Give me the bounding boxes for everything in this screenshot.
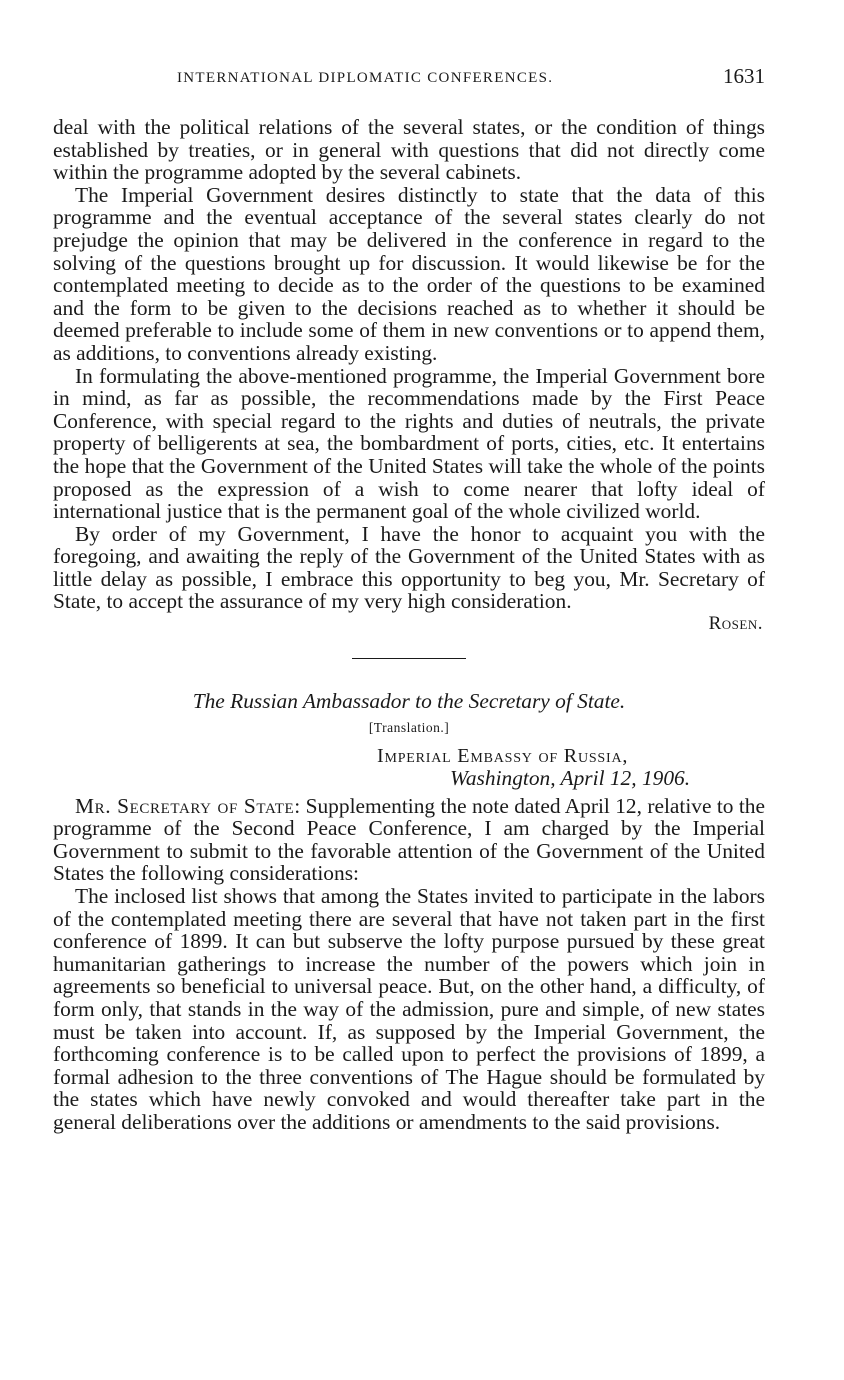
letter1-paragraph-3: In formulating the above-mentioned programme, the Imperial Government bore in mind, as far as possible, the recommendations made by the First Peace Conference, with special regard to the rights and duties of neutrals, the private property of belligerents at sea, the bombardment of ports, cities, etc. It entertains the hope that the Government of the United States will take the whole of the points proposed as the expression of a wish to come nearer that lofty ideal of international justice that is the permanent goal of the whole civilized world. [53,363,765,524]
letter2-paragraph-1 [53,795,765,885]
letter1-paragraph-2: The Imperial Government desires distinctly to state that the data of this programme and the eventual acceptance of the several states clearly do not prejudge the opinion that may be delivered in the conference in regard to the solving of the questions brought up for discussion. It would likewise be for the contemplated meeting to decide as to the order of the questions to be examined and the form to be given to the decisions reached as to whether it should be deemed preferable to include some of them in new conventions or to append them, as additions, to conventions already existing. [53,182,765,365]
section-divider [352,658,466,659]
running-header [53,62,765,96]
letter1-paragraph-1: deal with the political relations of the several states, or the condition of things established by treaties, or in general with questions that did not directly come within the programme adopted by the several cabinets. [53,115,765,185]
letter2-paragraph-1-text: : Supplementing the note dated April 12, relative to the programme of the Second Peace Conference, I am charged by the Imperial Government to submit to the favorable attention of the Government of the United States the following considerations: [53,793,765,886]
dateline: Washington, April 12, 1906. [450,765,691,790]
translation-note: [Translation.] [368,719,450,735]
letter2-paragraph-2: The inclosed list shows that among the States invited to participate in the labors of the contemplated meeting there are several that have not taken part in the first conference of 1899. It can but subserve the lofty purpose pursued by these great humanitarian gatherings to increase the number of the powers which join in agreements so beneficial to universal peace. But, on the other hand, a difficulty, of form only, that stands in the way of the admission, pure and simple, of new states must be taken into account. If, as supposed by the Imperial Government, the forthcoming conference is to be called upon to perfect the provisions of 1899, a formal adhesion to the three conventions of The Hague should be formulated by the states which have newly convoked and would thereafter take part in the general deliberations over the additions or amendments to the said provisions. [53,884,765,1134]
signature-rosen: Rosen. [708,613,763,635]
letter1-paragraph-4: By order of my Government, I have the honor to acquaint you with the foregoing, and awaiting the reply of the Government of the United States with as little delay as possible, I embrace this opportunity to beg you, Mr. Secretary of State, to accept the assurance of my very high consideration. [53,521,765,614]
sender-address: Imperial Embassy of Russia, [377,744,629,767]
letter2-heading: The Russian Ambassador to the Secretary of State. [192,688,626,713]
page-number: 1631 [723,64,765,88]
document-page [53,62,765,1134]
salutation: Mr. Secretary of State [75,793,295,818]
running-title: INTERNATIONAL DIPLOMATIC CONFERENCES. [177,70,554,86]
